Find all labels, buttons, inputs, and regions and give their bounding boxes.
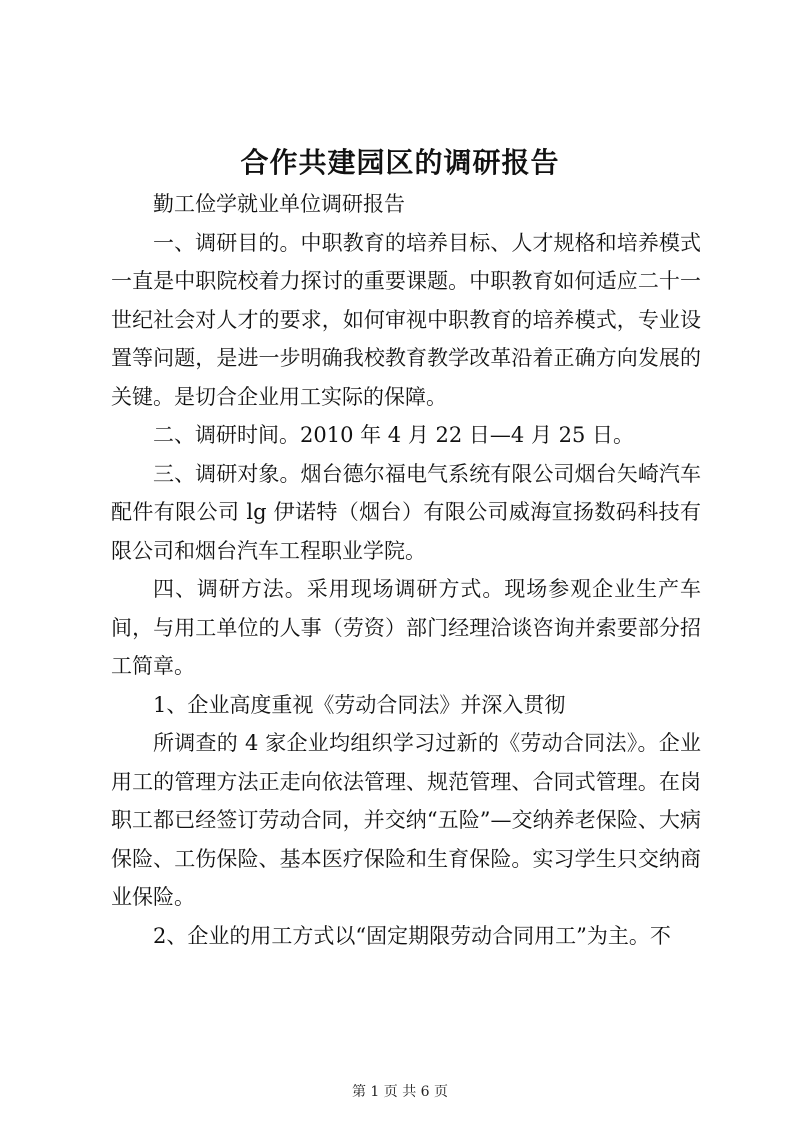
paragraph-employment-method: 2、企业的用工方式以“固定期限劳动合同用工”为主。不	[153, 923, 671, 948]
document-title: 合作共建园区的调研报告	[240, 146, 560, 179]
paragraph-heading-labor-law: 1、企业高度重视《劳动合同法》并深入贯彻	[153, 692, 566, 717]
paragraph-subtitle: 勤工俭学就业单位调研报告	[153, 192, 405, 216]
document-body	[111, 185, 701, 955]
paragraph-research-objects: 三、调研对象。烟台德尔福电气系统有限公司烟台矢崎汽车配件有限公司 lg 伊诺特（烟台）有限公司威海宣扬数码科技有限公司和烟台汽车工程职业学院。	[111, 461, 701, 563]
paragraph-research-method: 四、调研方法。采用现场调研方式。现场参观企业生产车间，与用工单位的人事（劳资）部门经理洽谈咨询并索要部分招工简章。	[111, 577, 701, 678]
paragraph-research-time: 二、调研时间。2010 年 4 月 22 日—4 月 25 日。	[153, 423, 635, 447]
paragraph-labor-law-details: 所调查的 4 家企业均组织学习过新的《劳动合同法》。企业用工的管理方法正走向依法管理、规范管理、合同式管理。在岗职工都已经签订劳动合同，并交纳“五险”—交纳养老保险、大病保险、工伤保险、基本医疗保险和生育保险。实习学生只交纳商业保险。	[111, 731, 701, 909]
paragraph-research-purpose: 一、调研目的。中职教育的培养目标、人才规格和培养模式一直是中职院校着力探讨的重要课题。中职教育如何适应二十一世纪社会对人才的要求，如何审视中职教育的培养模式，专业设置等问题，是进一步明确我校教育教学改革沿着正确方向发展的关键。是切合企业用工实际的保障。	[111, 230, 701, 409]
page-footer: 第 1 页 共 6 页	[351, 1084, 449, 1100]
